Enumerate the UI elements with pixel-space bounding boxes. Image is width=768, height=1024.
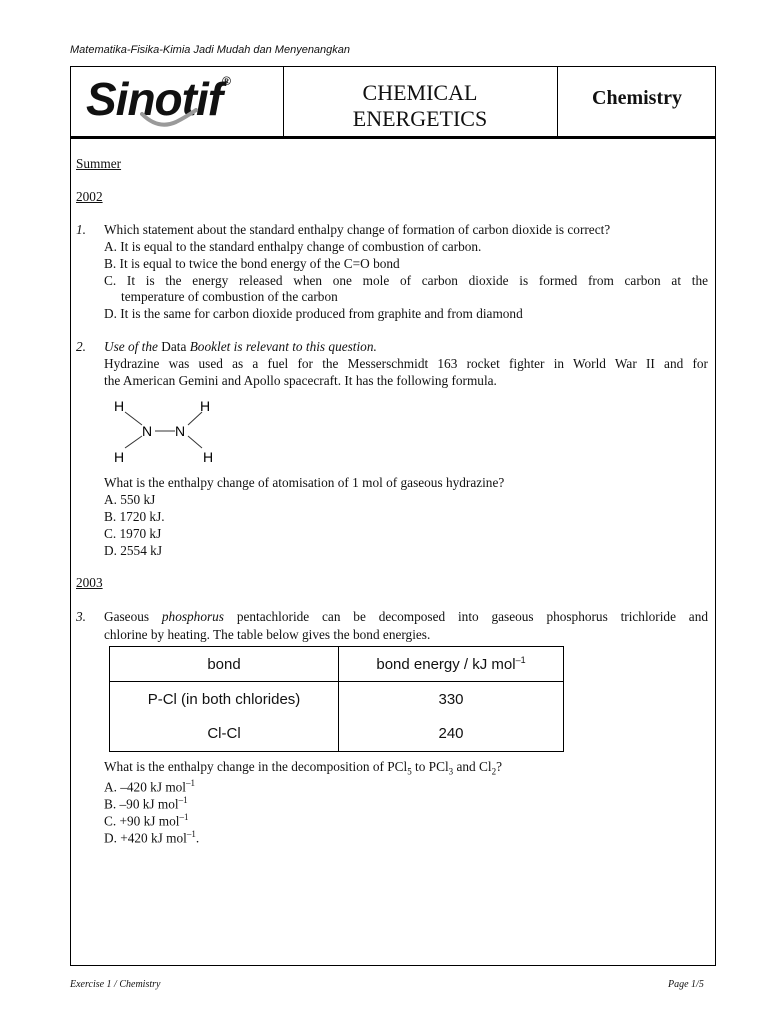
subscript: 5 [407,766,412,777]
question-2-note [104,338,377,355]
header-cell [339,647,564,682]
stem-text: pentachloride can be decomposed into gaseous phosphorus trichloride and [236,609,709,624]
ask-text: What is the enthalpy change in the decomposition of PCl [104,759,408,774]
q1-option-a: A. It is equal to the standard enthalpy change of combustion of carbon. [104,239,482,254]
section-summer: Summer [76,156,122,171]
page-tagline: Matematika-Fisika-Kimia Jadi Mudah dan Menyenangkan [70,44,351,56]
header-text: bond energy / kJ mol [376,656,516,673]
option-text: B. –90 kJ mol [104,796,179,812]
section-year-2002: 2002 [76,189,103,204]
header-divider [283,66,284,136]
subscript: 3 [448,766,454,777]
q2-option-b: B. 1720 kJ. [104,509,165,524]
q1-option-d: D. It is the same for carbon dioxide produced from graphite and from diamond [104,306,523,321]
atom-label: H [200,398,211,414]
bond-energy-table [109,646,564,752]
q1-option-c: C. It is the energy released when one mole of carbon dioxide is formed from carbon at the [104,273,708,288]
unit-superscript: –1 [179,812,189,822]
q2-option-a: A. 550 kJ [104,492,156,507]
header-cell: bond [110,647,339,682]
title-line: ENERGETICS [352,106,488,131]
atom-label: H [114,398,125,414]
bond-cell: P-Cl (in both chlorides) [110,682,339,717]
atom-label: N [142,423,153,439]
logo-text: Sinotif [86,73,223,125]
header-divider [557,66,558,136]
section-year-2003: 2003 [76,575,103,590]
question-2-ask: What is the enthalpy change of atomisation of 1 mol of gaseous hydrazine? [104,475,505,490]
option-text: C. +90 kJ mol [104,813,180,829]
q2-option-c: C. 1970 kJ [104,526,162,541]
question-number: 1. [76,222,86,237]
question-2-stem: Hydrazine was used as a fuel for the Messerschmidt 163 rocket fighter in World War II and for [104,356,708,371]
q2-option-d: D. 2554 kJ [104,543,162,558]
note-text: Data [161,339,187,354]
ask-text: and Cl [453,759,492,774]
q1-option-c-cont: temperature of combustion of the carbon [121,289,338,304]
ask-text: ? [496,759,502,774]
table-row [110,717,564,752]
note-text: Booklet is relevant to this question. [189,339,377,354]
registered-mark: ® [222,74,230,88]
unit-superscript: –1 [186,829,196,839]
atom-label: N [175,423,186,439]
subscript: 2 [491,766,497,777]
document-title [300,80,540,132]
stem-text: Gaseous [104,609,150,624]
question-1-stem: Which statement about the standard enthalpy change of formation of carbon dioxide is correct? [104,222,611,237]
question-number: 2. [76,339,86,354]
footer-left: Exercise 1 / Chemistry [70,979,161,990]
stem-text: phosphorus [161,609,224,624]
bond-cell: Cl-Cl [110,717,339,752]
table-header-row [110,647,564,682]
q3-option-d [104,826,199,846]
unit-superscript: –1 [186,778,196,788]
title-line: CHEMICAL [362,80,478,105]
option-text: . [195,830,200,846]
ask-text: to PCl [411,759,449,774]
atom-label: H [114,449,125,465]
header-rule [70,136,716,139]
question-2-stem-cont: the American Gemini and Apollo spacecraft. It has the following formula. [104,373,497,388]
unit-superscript: –1 [515,655,526,665]
table-row [110,682,564,717]
page-number: Page 1/5 [668,979,704,990]
question-3-stem-cont: chlorine by heating. The table below gives the bond energies. [104,627,431,642]
option-text: A. –420 kJ mol [104,779,187,795]
question-3-stem [104,608,708,625]
atom-label: H [203,449,214,465]
option-text: D. +420 kJ mol [104,830,187,846]
unit-superscript: –1 [178,795,188,805]
hydrazine-structure [104,394,234,466]
logo-swoosh-icon [140,108,200,130]
q1-option-b: B. It is equal to twice the bond energy of the C=O bond [104,256,400,271]
value-cell: 240 [339,717,564,752]
question-number: 3. [76,609,86,624]
value-cell: 330 [339,682,564,717]
subject-label: Chemistry [592,87,682,109]
note-text: Use of the [104,339,158,354]
